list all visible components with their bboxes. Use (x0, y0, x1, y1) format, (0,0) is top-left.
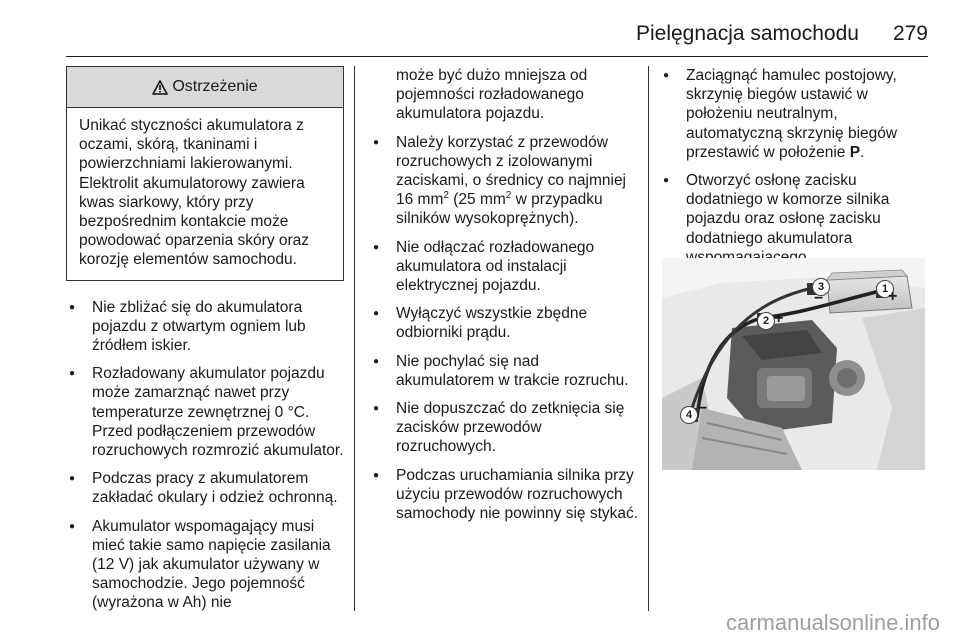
page-number: 279 (892, 22, 928, 45)
list-item: ● Akumulator wspomagający musi mieć takie samo napięcie zasilania (12 V) jak akumulator używany w samochodzie. Jego pojemność (wyrażona w Ah) nie (66, 517, 344, 613)
list-item: ● Nie odłączać rozładowanego akumulatora od instalacji elektrycznej pojazdu. (370, 238, 640, 296)
superscript-2: 2 (505, 190, 512, 202)
callout-4 (680, 406, 698, 424)
plus-sign-1: + (888, 288, 898, 305)
callout-label: 3 (817, 281, 825, 293)
warning-title: Ostrzeżenie (172, 78, 258, 96)
bullet-list-col2 (370, 133, 640, 524)
list-item: ● Otworzyć osłonę zacisku dodatniego w komorze silnika pojazdu oraz osłonę zacisku dodatniego akumulatora (660, 171, 930, 267)
list-item: ● Nie pochylać się nad akumulatorem w trakcie rozruchu. (370, 352, 640, 390)
brake-text: Zaciągnąć hamulec postojowy, skrzynię biegów ustawić w położeniu neutralnym, automatyczną skrzynię biegów przestawić w położenie (686, 67, 898, 161)
superscript-2: 2 (443, 190, 449, 202)
gear-position-p: P (849, 143, 861, 161)
list-item: ● Podczas pracy z akumulatorem zakładać okulary i odzież ochronną. (66, 469, 344, 507)
column-1 (66, 66, 344, 622)
column-divider-2 (648, 66, 649, 611)
warning-box (66, 66, 344, 281)
engine-bay-illustration (662, 258, 925, 470)
list-item-brake (660, 66, 930, 162)
callout-label: 4 (685, 409, 693, 421)
list-item: ● Podczas uruchamiania silnika przy użyciu przewodów rozruchowych samochody nie powinny się stykać. (370, 466, 640, 524)
callout-label: 2 (762, 315, 770, 327)
continued-text: może być dużo mniejsza od pojemności rozładowanego akumulatora pojazdu. (396, 67, 588, 123)
header-divider (66, 56, 928, 57)
callout-2 (757, 312, 775, 330)
cables-text-b: (25 mm (448, 191, 506, 209)
warning-text: Unikać styczności akumulatora z oczami, skórą, tkaninami i powierzchniami lakierowanymi. Elektrolit akumulatorowy zawiera kwas siarkowy, który przy bezpośrednim kontakcie może powodować oparzenia skóry oraz korozję elementów samochodu. (79, 117, 310, 269)
minus-sign-3: − (814, 290, 824, 307)
column-divider-1 (354, 66, 355, 611)
warning-header (67, 67, 343, 108)
list-item-cables (370, 133, 640, 229)
plus-sign-2: + (774, 310, 784, 327)
watermark: carmanualsonline.info (725, 610, 940, 635)
list-item: ● Rozładowany akumulator pojazdu może zamarznąć nawet przy temperaturze zewnętrznej 0 °C. Przed podłączeniem przewodów rozruchowych rozmrozić akumulator. (66, 364, 344, 460)
cables-text-c: w przypadku silników wysokoprężnych). (396, 191, 603, 228)
minus-sign-4: − (698, 400, 708, 417)
cables-text-a: Należy korzystać z przewodów rozruchowych z izolowanymi zaciskami, o średnicy co najmniej 16 mm (396, 133, 627, 209)
page-header (636, 22, 928, 52)
bullet-list-col3 (660, 66, 930, 267)
warning-triangle-icon (152, 80, 168, 95)
list-item: ● Wyłączyć wszystkie zbędne odbiorniki prądu. (370, 304, 640, 342)
callout-label: 1 (881, 283, 889, 295)
column-2 (370, 66, 640, 622)
list-item: ● Nie zbliżać się do akumulatora pojazdu z otwartym ogniem lub źródłem iskier. (66, 298, 344, 356)
list-item: ● Nie dopuszczać do zetknięcia się zacisków przewodów rozruchowych. (370, 399, 640, 457)
bullet-list-col1 (66, 298, 344, 613)
brake-text-end: . (860, 143, 865, 161)
page-title: Pielęgnacja samochodu (635, 22, 859, 45)
